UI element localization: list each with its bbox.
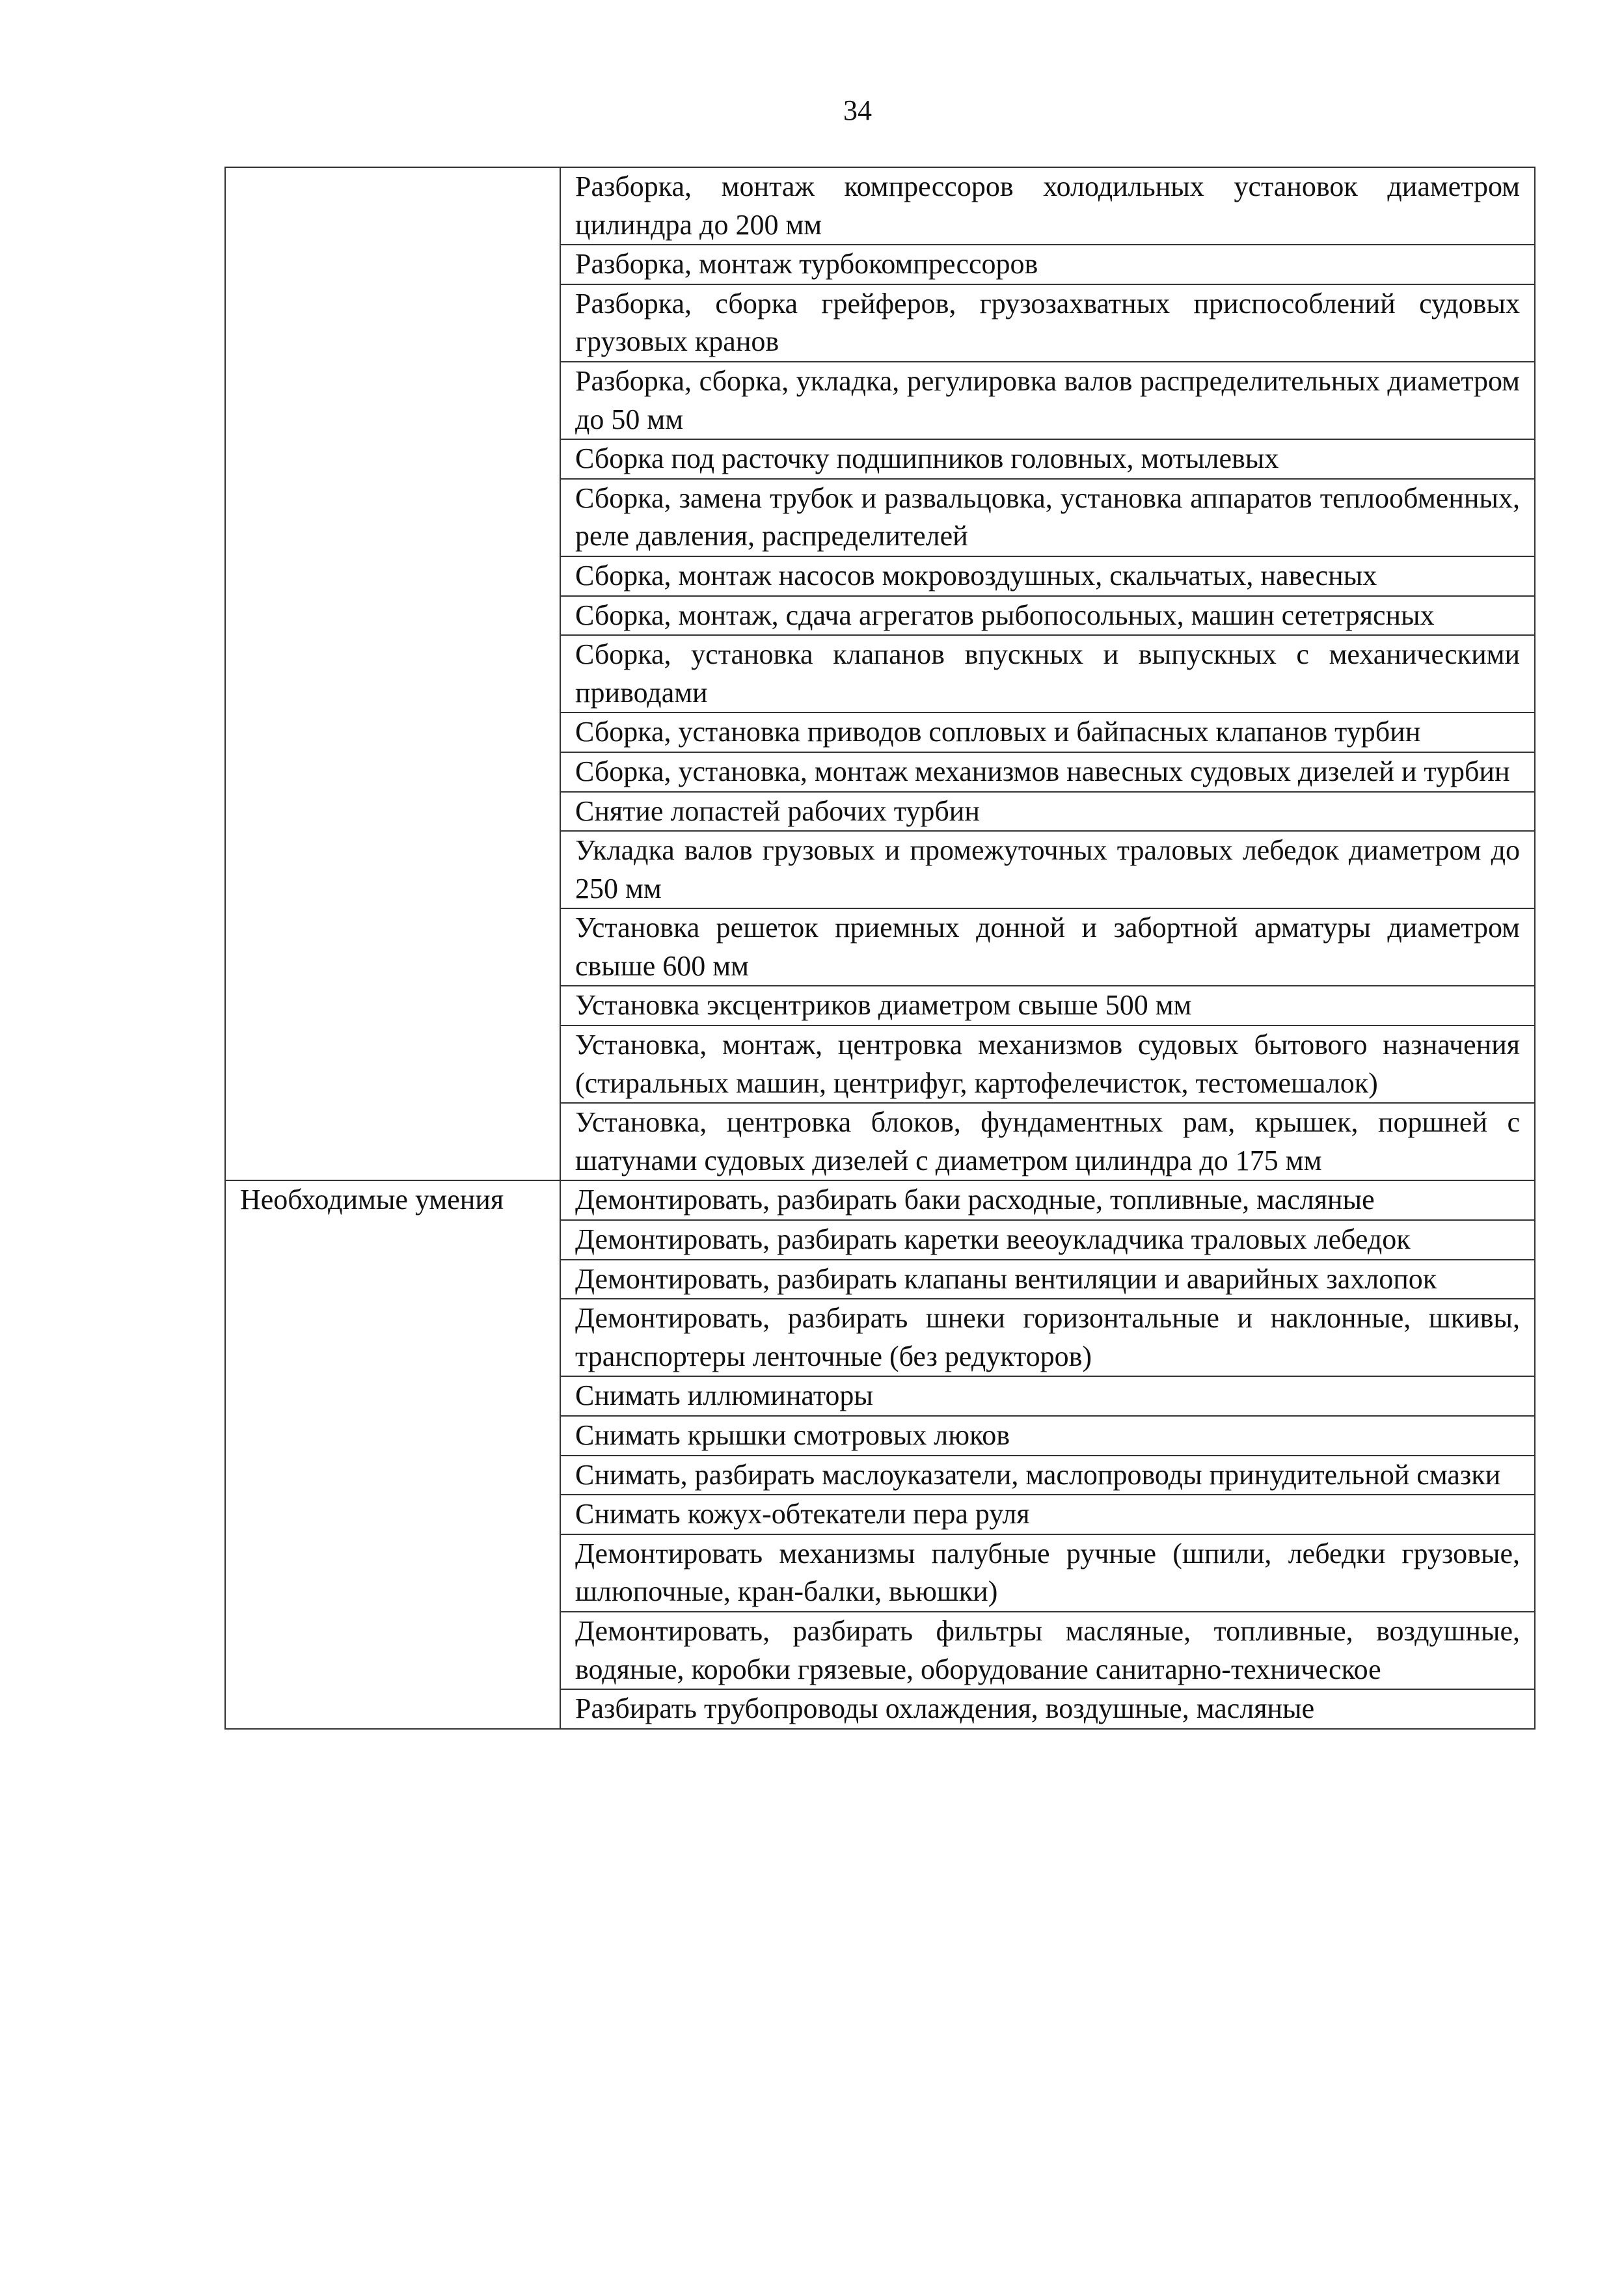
list-item: Сборка под расточку подшипников головных, мотылевых xyxy=(560,439,1535,479)
section-label-empty xyxy=(225,167,560,1180)
list-item: Демонтировать, разбирать фильтры масляные, топливные, воздушные, водяные, коробки грязевые, оборудование санитарно-техническое xyxy=(560,1612,1535,1689)
list-item: Установка эксцентриков диаметром свыше 500 мм xyxy=(560,986,1535,1026)
list-item: Установка решеток приемных донной и забортной арматуры диаметром свыше 600 мм xyxy=(560,908,1535,986)
list-item: Демонтировать механизмы палубные ручные (шпили, лебедки грузовые, шлюпочные, кран-балки, вьюшки) xyxy=(560,1534,1535,1612)
table-row xyxy=(225,167,1535,245)
list-item: Демонтировать, разбирать каретки вееоукладчика траловых лебедок xyxy=(560,1220,1535,1260)
competency-table xyxy=(224,167,1536,1730)
section-label-skills: Необходимые умения xyxy=(225,1180,560,1728)
page-number: 34 xyxy=(843,94,872,126)
list-item: Установка, центровка блоков, фундаментных рам, крышек, поршней с шатунами судовых дизелей с диаметром цилиндра до 175 мм xyxy=(560,1103,1535,1180)
list-item: Снятие лопастей рабочих турбин xyxy=(560,792,1535,832)
list-item: Сборка, замена трубок и развальцовка, установка аппаратов теплообменных, реле давления, распределителей xyxy=(560,479,1535,556)
list-item: Сборка, установка, монтаж механизмов навесных судовых дизелей и турбин xyxy=(560,752,1535,792)
list-item: Разборка, сборка грейферов, грузозахватных приспособлений судовых грузовых кранов xyxy=(560,284,1535,362)
list-item: Сборка, монтаж насосов мокровоздушных, скальчатых, навесных xyxy=(560,556,1535,596)
list-item: Установка, монтаж, центровка механизмов судовых бытового назначения (стиральных машин, центрифуг, картофелечисток, тестомешалок) xyxy=(560,1026,1535,1103)
list-item: Снимать крышки смотровых люков xyxy=(560,1416,1535,1456)
list-item: Снимать, разбирать маслоуказатели, маслопроводы принудительной смазки xyxy=(560,1456,1535,1495)
list-item: Сборка, монтаж, сдача агрегатов рыбопосольных, машин сететрясных xyxy=(560,596,1535,636)
list-item: Разборка, монтаж турбокомпрессоров xyxy=(560,245,1535,284)
list-item: Демонтировать, разбирать клапаны вентиляции и аварийных захлопок xyxy=(560,1260,1535,1299)
list-item: Снимать иллюминаторы xyxy=(560,1376,1535,1416)
list-item: Укладка валов грузовых и промежуточных траловых лебедок диаметром до 250 мм xyxy=(560,831,1535,908)
table-row xyxy=(225,1180,1535,1220)
list-item: Снимать кожух-обтекатели пера руля xyxy=(560,1495,1535,1534)
list-item: Разбирать трубопроводы охлаждения, воздушные, масляные xyxy=(560,1689,1535,1729)
list-item: Сборка, установка клапанов впускных и выпускных с механическими приводами xyxy=(560,635,1535,713)
list-item: Сборка, установка приводов сопловых и байпасных клапанов турбин xyxy=(560,713,1535,752)
list-item: Разборка, сборка, укладка, регулировка валов распределительных диаметром до 50 мм xyxy=(560,362,1535,439)
list-item: Демонтировать, разбирать баки расходные, топливные, масляные xyxy=(560,1180,1535,1220)
list-item: Демонтировать, разбирать шнеки горизонтальные и наклонные, шкивы, транспортеры ленточные (без редукторов) xyxy=(560,1299,1535,1376)
list-item: Разборка, монтаж компрессоров холодильных установок диаметром цилиндра до 200 мм xyxy=(560,167,1535,245)
